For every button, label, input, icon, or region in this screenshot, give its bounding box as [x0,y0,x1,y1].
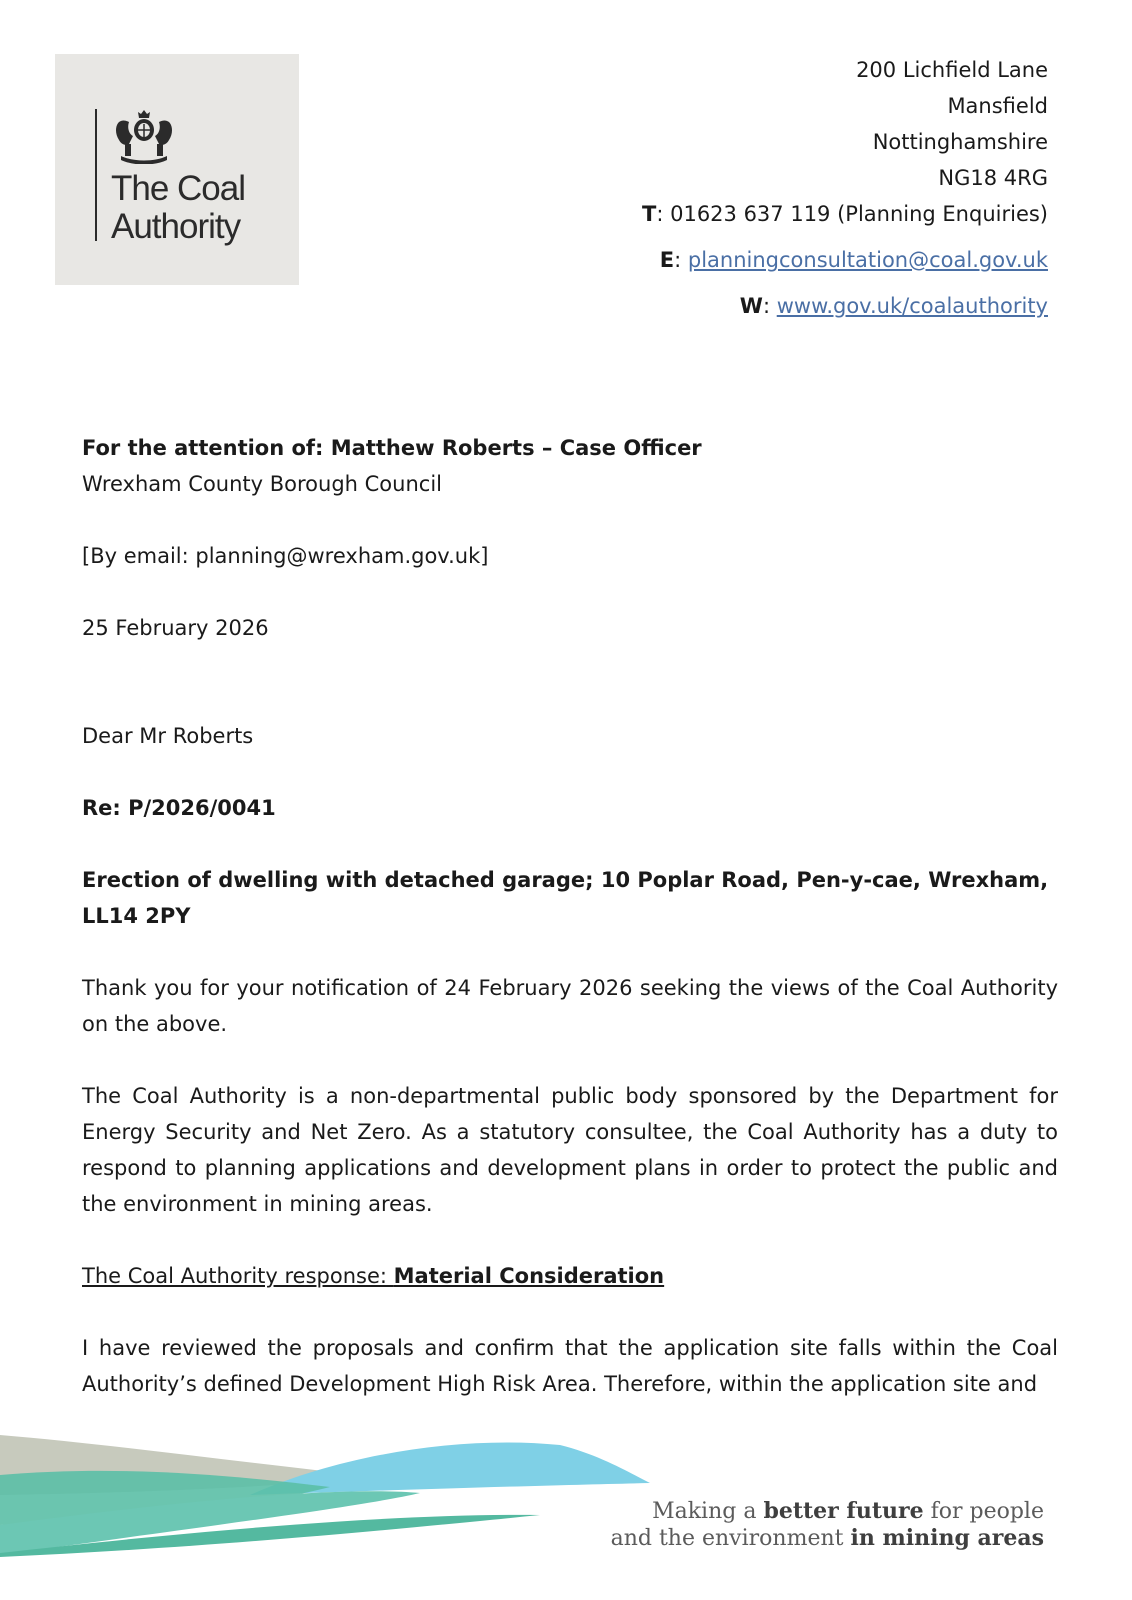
tagline-line-1: Making a better future for people [652,1498,1044,1524]
email-line: E: planningconsultation@coal.gov.uk [659,248,1048,272]
logo-divider [95,109,97,241]
recipient-organisation: Wrexham County Borough Council [82,472,442,496]
recipient-email: [By email: planning@wrexham.gov.uk] [82,544,489,568]
web-line: W: www.gov.uk/coalauthority [739,294,1048,318]
phone-label: T [642,202,657,226]
response-heading [82,1258,1058,1294]
paragraph: I have reviewed the proposals and confirm that the application site falls within the Coal Authority’s defined Development High Risk Area. Therefore, within the application site and [82,1336,1058,1396]
salutation: Dear Mr Roberts [82,724,254,748]
logo-wordmark [111,170,245,246]
letter-body [82,430,1058,1402]
footer-tagline [611,1498,1044,1552]
subject-line: Erection of dwelling with detached garage; 10 Poplar Road, Pen-y-cae, Wrexham, LL14 2PY [82,868,1049,928]
response-label: The Coal Authority response: [82,1264,394,1288]
response-value: Material Consideration [393,1264,665,1288]
paragraph: Thank you for your notification of 24 February 2026 seeking the views of the Coal Authority on the above. [82,976,1058,1036]
phone-line: T: 01623 637 119 (Planning Enquiries) [642,202,1048,226]
paragraph: The Coal Authority is a non-departmental public body sponsored by the Department for Energy Security and Net Zero. As a statutory consultee, the Coal Authority has a duty to respond to planning applications and development plans in order to protect the public and the environment in mining areas. [82,1084,1058,1216]
coal-authority-logo [55,54,299,285]
logo-name-line-2: Authority [111,207,241,246]
address-line: Nottinghamshire [872,130,1048,154]
letter-date: 25 February 2026 [82,616,269,640]
email-label: E [659,248,675,272]
footer-wave-graphic [0,1435,660,1575]
website-link[interactable]: www.gov.uk/coalauthority [776,294,1048,318]
address-line: 200 Lichfield Lane [856,58,1048,82]
tagline-line-2: and the environment in mining areas [610,1525,1044,1551]
address-line: Mansfield [947,94,1048,118]
royal-crest-icon [111,110,177,164]
address-line: NG18 4RG [938,166,1048,190]
phone-number: 01623 637 119 (Planning Enquiries) [670,202,1048,226]
sender-address [642,52,1048,324]
logo-name-line-1: The Coal [111,169,246,208]
email-link[interactable]: planningconsultation@coal.gov.uk [687,248,1048,272]
attention-line: For the attention of: Matthew Roberts – Case Officer [82,436,702,460]
web-label: W [739,294,763,318]
reference-line: Re: P/2026/0041 [82,796,276,820]
